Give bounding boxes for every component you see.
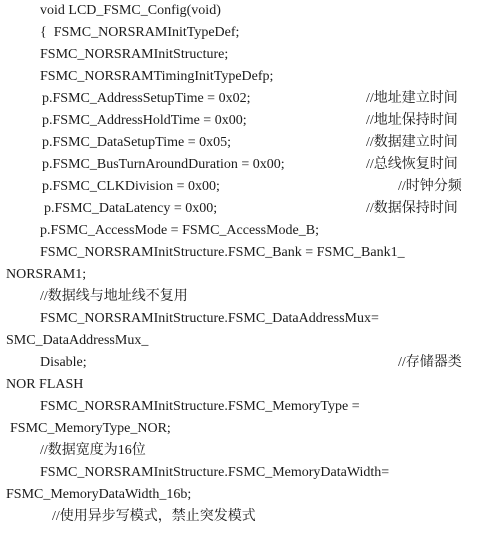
code-text: Disable; — [40, 355, 87, 370]
code-line — [0, 308, 495, 330]
code-line — [0, 154, 495, 176]
code-line — [0, 22, 495, 44]
code-line — [0, 396, 495, 418]
code-text: FSMC_NORSRAMTimingInitTypeDefp; — [40, 69, 274, 84]
code-line — [0, 374, 495, 396]
code-text: //数据线与地址线不复用 — [40, 289, 188, 304]
code-text: FSMC_NORSRAMInitStructure.FSMC_Bank = FSMC_Bank1_ — [40, 245, 405, 260]
code-comment: //数据保持时间 — [366, 201, 458, 216]
code-line — [0, 198, 495, 220]
code-comment: //总线恢复时间 — [366, 157, 458, 172]
code-line — [0, 418, 495, 440]
code-line — [0, 44, 495, 66]
code-text: p.FSMC_CLKDivision = 0x00; — [42, 179, 220, 194]
code-comment: //数据建立时间 — [366, 135, 458, 150]
code-text: p.FSMC_AccessMode = FSMC_AccessMode_B; — [40, 223, 319, 238]
code-text: //数据宽度为16位 — [40, 443, 146, 458]
code-text: FSMC_MemoryDataWidth_16b; — [6, 487, 192, 502]
code-line — [0, 330, 495, 352]
code-line — [0, 110, 495, 132]
code-comment: //地址建立时间 — [366, 91, 458, 106]
code-line — [0, 88, 495, 110]
code-text: NORSRAM1; — [6, 267, 87, 282]
code-line — [0, 0, 495, 22]
code-comment: //存储器类 — [398, 355, 462, 370]
code-comment: //时钟分频 — [398, 179, 462, 194]
code-comment: //地址保持时间 — [366, 113, 458, 128]
code-text: SMC_DataAddressMux_ — [6, 333, 149, 348]
code-line — [0, 462, 495, 484]
code-line — [0, 66, 495, 88]
code-line — [0, 264, 495, 286]
code-text: FSMC_NORSRAMInitStructure.FSMC_MemoryDataWidth= — [40, 465, 390, 480]
code-text: p.FSMC_DataLatency = 0x00; — [44, 201, 218, 216]
code-line — [0, 132, 495, 154]
code-line — [0, 176, 495, 198]
code-line — [0, 440, 495, 462]
code-text: p.FSMC_DataSetupTime = 0x05; — [42, 135, 232, 150]
code-line — [0, 506, 495, 528]
code-text: FSMC_NORSRAMInitStructure.FSMC_MemoryType = — [40, 399, 360, 414]
code-text: FSMC_NORSRAMInitStructure; — [40, 47, 229, 62]
code-line — [0, 242, 495, 264]
code-text: //使用异步写模式，禁止突发模式 — [52, 509, 256, 524]
code-line — [0, 484, 495, 506]
code-text: { FSMC_NORSRAMInitTypeDef; — [40, 25, 240, 40]
code-text: FSMC_MemoryType_NOR; — [10, 421, 171, 436]
code-text: void LCD_FSMC_Config(void) — [40, 3, 221, 18]
code-line — [0, 352, 495, 374]
code-text: p.FSMC_AddressHoldTime = 0x00; — [42, 113, 247, 128]
code-text: p.FSMC_AddressSetupTime = 0x02; — [42, 91, 251, 106]
code-text: FSMC_NORSRAMInitStructure.FSMC_DataAddressMux= — [40, 311, 379, 326]
code-line — [0, 286, 495, 308]
code-text: NOR FLASH — [6, 377, 84, 392]
code-text: p.FSMC_BusTurnAroundDuration = 0x00; — [42, 157, 285, 172]
code-line — [0, 220, 495, 242]
